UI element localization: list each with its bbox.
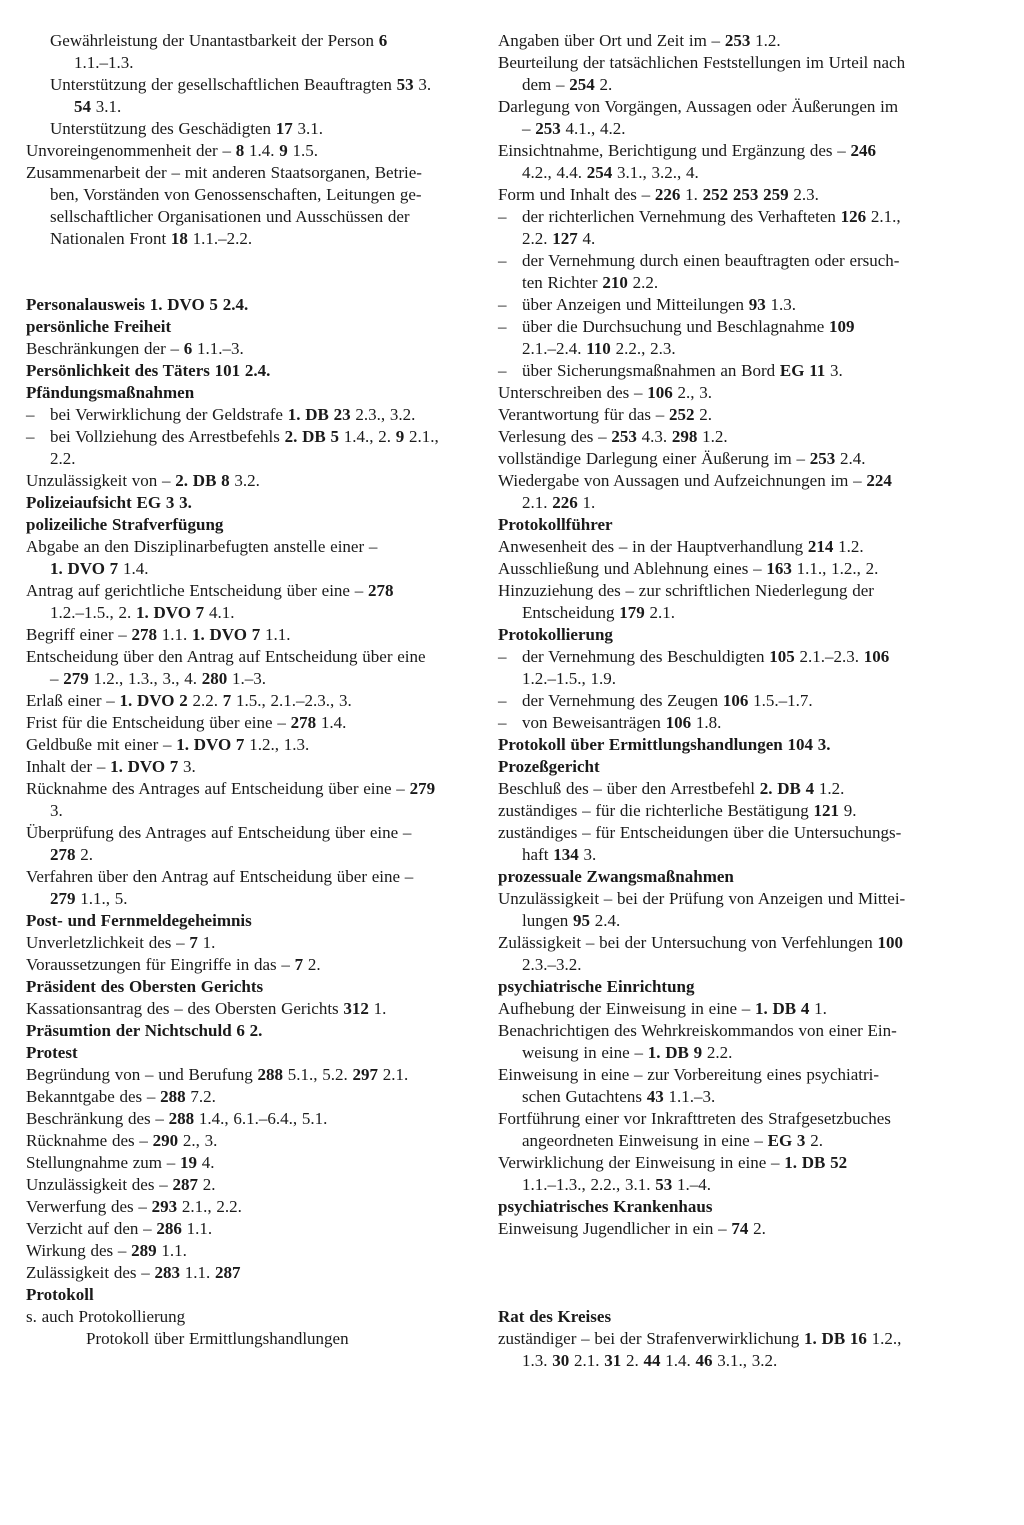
index-entry: Zulässigkeit – bei der Untersuchung von Verfehlungen 100 bbox=[498, 933, 903, 952]
index-entry: Angaben über Ort und Zeit im – 253 1.2. bbox=[498, 31, 781, 50]
dash-marker: – bbox=[498, 207, 507, 226]
index-entry-continuation: angeordneten Einweisung in eine – EG 3 2. bbox=[522, 1131, 823, 1150]
index-entry: Überprüfung des Antrages auf Entscheidung über eine – bbox=[26, 823, 412, 842]
index-entry-continuation: 54 3.1. bbox=[74, 97, 122, 116]
index-entry: Unverletzlichkeit des – 7 1. bbox=[26, 933, 216, 952]
index-entry: Frist für die Entscheidung über eine – 278 1.4. bbox=[26, 713, 347, 732]
index-entry: Beurteilung der tatsächlichen Feststellungen im Urteil nach bbox=[498, 53, 906, 72]
index-entry-continuation: lungen 95 2.4. bbox=[522, 911, 621, 930]
index-entry: Verwerfung des – 293 2.1., 2.2. bbox=[26, 1197, 242, 1216]
index-subentry-dash bbox=[498, 250, 974, 272]
index-subentry-dash bbox=[26, 426, 472, 448]
index-heading: Präsumtion der Nichtschuld 6 2. bbox=[26, 1021, 263, 1040]
index-subentry-text: über Sicherungsmaßnahmen an Bord EG 11 3. bbox=[522, 361, 843, 380]
index-entry: Unzulässigkeit des – 287 2. bbox=[26, 1175, 216, 1194]
index-subentry-text: der Vernehmung des Beschuldigten 105 2.1.–2.3. 106 bbox=[522, 647, 890, 666]
index-subentry-text: von Beweisanträgen 106 1.8. bbox=[522, 713, 722, 732]
index-subentry-text: über Anzeigen und Mitteilungen 93 1.3. bbox=[522, 295, 796, 314]
index-entry: Beschluß des – über den Arrestbefehl 2. DB 4 1.2. bbox=[498, 779, 845, 798]
index-subentry-text: bei Verwirklichung der Geldstrafe 1. DB 23 2.3., 3.2. bbox=[50, 405, 416, 424]
index-entry-continuation: 1.1.–1.3., 2.2., 3.1. 53 1.–4. bbox=[522, 1175, 711, 1194]
index-entry-continuation: 279 1.1., 5. bbox=[50, 889, 128, 908]
index-entry: Ausschließung und Ablehnung eines – 163 1.1., 1.2., 2. bbox=[498, 559, 879, 578]
index-entry: zuständiges – für Entscheidungen über die Untersuchungs- bbox=[498, 823, 902, 842]
index-heading: Präsident des Obersten Gerichts bbox=[26, 977, 264, 996]
index-heading: polizeiliche Strafverfügung bbox=[26, 515, 224, 534]
index-subentry-dash bbox=[498, 316, 974, 338]
index-heading: Personalausweis 1. DVO 5 2.4. bbox=[26, 295, 249, 314]
index-entry-continuation: – 279 1.2., 1.3., 3., 4. 280 1.–3. bbox=[50, 669, 266, 688]
blank-line bbox=[26, 272, 472, 294]
index-subentry-text: der Vernehmung des Zeugen 106 1.5.–1.7. bbox=[522, 691, 813, 710]
index-entry: Verzicht auf den – 286 1.1. bbox=[26, 1219, 213, 1238]
index-entry: Form und Inhalt des – 226 1. 252 253 259 2.3. bbox=[498, 185, 819, 204]
index-entry-continuation: Unterstützung der gesellschaftlichen Beauftragten 53 3. bbox=[50, 75, 432, 94]
index-entry-continuation: 1.1.–1.3. bbox=[74, 53, 134, 72]
index-heading: Protokoll bbox=[26, 1285, 94, 1304]
index-subentry-dash bbox=[498, 646, 974, 668]
index-column-right bbox=[498, 30, 974, 1372]
index-entry: Benachrichtigen des Wehrkreiskommandos von einer Ein- bbox=[498, 1021, 897, 1040]
index-entry-continuation: 1.3. 30 2.1. 31 2. 44 1.4. 46 3.1., 3.2. bbox=[522, 1351, 778, 1370]
index-subentry-dash bbox=[498, 360, 974, 382]
index-entry: Darlegung von Vorgängen, Aussagen oder Äußerungen im bbox=[498, 97, 899, 116]
index-entry: Unzulässigkeit – bei der Prüfung von Anzeigen und Mittei- bbox=[498, 889, 906, 908]
index-entry: Unterschreiben des – 106 2., 3. bbox=[498, 383, 713, 402]
index-heading: Post- und Fernmeldegeheimnis bbox=[26, 911, 252, 930]
dash-marker: – bbox=[26, 405, 35, 424]
index-entry-continuation: 2.3.–3.2. bbox=[522, 955, 582, 974]
index-heading: Rat des Kreises bbox=[498, 1307, 612, 1326]
index-entry: Fortführung einer vor Inkrafttreten des Strafgesetzbuches bbox=[498, 1109, 891, 1128]
index-heading: psychiatrisches Krankenhaus bbox=[498, 1197, 713, 1216]
index-heading: Protokoll über Ermittlungshandlungen 104 3. bbox=[498, 735, 831, 754]
index-entry: Wiedergabe von Aussagen und Aufzeichnungen im – 224 bbox=[498, 471, 892, 490]
index-entry: Unzulässigkeit von – 2. DB 8 3.2. bbox=[26, 471, 260, 490]
dash-marker: – bbox=[498, 251, 507, 270]
index-entry: Aufhebung der Einweisung in eine – 1. DB 4 1. bbox=[498, 999, 827, 1018]
index-entry: Abgabe an den Disziplinarbefugten anstelle einer – bbox=[26, 537, 378, 556]
dash-marker: – bbox=[498, 647, 507, 666]
index-entry-continuation: 1.2.–1.5., 1.9. bbox=[522, 669, 616, 688]
index-entry: Verantwortung für das – 252 2. bbox=[498, 405, 713, 424]
index-entry-continuation: 2.1. 226 1. bbox=[522, 493, 596, 512]
index-entry: Beschränkung des – 288 1.4., 6.1.–6.4., 5.1. bbox=[26, 1109, 328, 1128]
blank-line bbox=[498, 1262, 974, 1284]
index-entry-continuation: Entscheidung 179 2.1. bbox=[522, 603, 676, 622]
index-heading: Pfändungsmaßnahmen bbox=[26, 383, 195, 402]
index-entry-continuation: sellschaftlicher Organisationen und Ausschüssen der bbox=[50, 207, 410, 226]
index-subentry-text: der richterlichen Vernehmung des Verhafteten 126 2.1., bbox=[522, 207, 901, 226]
index-entry-continuation: 4.2., 4.4. 254 3.1., 3.2., 4. bbox=[522, 163, 699, 182]
index-subentry-text: der Vernehmung durch einen beauftragten oder ersuch- bbox=[522, 251, 900, 270]
index-entry: Hinzuziehung des – zur schriftlichen Niederlegung der bbox=[498, 581, 874, 600]
index-entry-continuation: Gewährleistung der Unantastbarkeit der Person 6 bbox=[50, 31, 388, 50]
index-entry: Rücknahme des Antrages auf Entscheidung über eine – 279 bbox=[26, 779, 436, 798]
dash-marker: – bbox=[498, 317, 507, 336]
index-heading: Polizeiaufsicht EG 3 3. bbox=[26, 493, 192, 512]
dash-marker: – bbox=[26, 427, 35, 446]
index-entry-continuation: 2.2. bbox=[50, 449, 76, 468]
index-entry-continuation: 1. DVO 7 1.4. bbox=[50, 559, 149, 578]
index-subentry-dash bbox=[498, 206, 974, 228]
index-entry-continuation: schen Gutachtens 43 1.1.–3. bbox=[522, 1087, 716, 1106]
index-subentry-dash bbox=[498, 690, 974, 712]
index-entry: Einsichtnahme, Berichtigung und Ergänzung des – 246 bbox=[498, 141, 877, 160]
index-entry: Einweisung in eine – zur Vorbereitung eines psychiatri- bbox=[498, 1065, 880, 1084]
index-entry-continuation: 2.2. 127 4. bbox=[522, 229, 596, 248]
index-entry: Geldbuße mit einer – 1. DVO 7 1.2., 1.3. bbox=[26, 735, 310, 754]
index-entry: Einweisung Jugendlicher in ein – 74 2. bbox=[498, 1219, 766, 1238]
dash-marker: – bbox=[498, 361, 507, 380]
index-column-left bbox=[26, 30, 472, 1350]
index-heading: psychiatrische Einrichtung bbox=[498, 977, 695, 996]
index-entry: s. auch Protokollierung bbox=[26, 1307, 186, 1326]
index-entry-continuation: ten Richter 210 2.2. bbox=[522, 273, 659, 292]
index-entry: Zulässigkeit des – 283 1.1. 287 bbox=[26, 1263, 241, 1282]
index-entry: zuständiges – für die richterliche Bestätigung 121 9. bbox=[498, 801, 857, 820]
index-entry: Voraussetzungen für Eingriffe in das – 7 2. bbox=[26, 955, 321, 974]
index-entry: Inhalt der – 1. DVO 7 3. bbox=[26, 757, 196, 776]
index-heading: Protest bbox=[26, 1043, 78, 1062]
index-entry-continuation: – 253 4.1., 4.2. bbox=[522, 119, 626, 138]
index-entry: Begründung von – und Berufung 288 5.1., 5.2. 297 2.1. bbox=[26, 1065, 409, 1084]
index-entry: Begriff einer – 278 1.1. 1. DVO 7 1.1. bbox=[26, 625, 291, 644]
index-entry: Antrag auf gerichtliche Entscheidung über eine – 278 bbox=[26, 581, 394, 600]
index-entry: Bekanntgabe des – 288 7.2. bbox=[26, 1087, 216, 1106]
index-subentry-text: bei Vollziehung des Arrestbefehls 2. DB 5 1.4., 2. 9 2.1., bbox=[50, 427, 439, 446]
blank-line bbox=[26, 250, 472, 272]
index-entry: Verwirklichung der Einweisung in eine – 1. DB 52 bbox=[498, 1153, 848, 1172]
index-heading: persönliche Freiheit bbox=[26, 317, 172, 336]
index-entry: zuständiger – bei der Strafenverwirklichung 1. DB 16 1.2., bbox=[498, 1329, 902, 1348]
index-heading: Persönlichkeit des Täters 101 2.4. bbox=[26, 361, 271, 380]
index-heading: Protokollierung bbox=[498, 625, 613, 644]
index-subentry-dash bbox=[498, 294, 974, 316]
index-entry: Beschränkungen der – 6 1.1.–3. bbox=[26, 339, 244, 358]
index-entry-continuation: ben, Vorständen von Genossenschaften, Leitungen ge- bbox=[50, 185, 422, 204]
index-entry-continuation: Unterstützung des Geschädigten 17 3.1. bbox=[50, 119, 323, 138]
index-entry: Wirkung des – 289 1.1. bbox=[26, 1241, 187, 1260]
index-entry-continuation: 278 2. bbox=[50, 845, 93, 864]
index-entry-continuation: weisung in eine – 1. DB 9 2.2. bbox=[522, 1043, 733, 1062]
index-entry: Rücknahme des – 290 2., 3. bbox=[26, 1131, 218, 1150]
blank-line bbox=[498, 1284, 974, 1306]
index-subentry-text: über die Durchsuchung und Beschlagnahme 109 bbox=[522, 317, 855, 336]
index-subentry-dash bbox=[498, 712, 974, 734]
blank-line bbox=[498, 1240, 974, 1262]
index-entry: Anwesenheit des – in der Hauptverhandlung 214 1.2. bbox=[498, 537, 864, 556]
index-entry-continuation: 3. bbox=[50, 801, 63, 820]
index-heading: Protokollführer bbox=[498, 515, 613, 534]
index-entry: Entscheidung über den Antrag auf Entscheidung über eine bbox=[26, 647, 426, 666]
index-subentry-dash bbox=[26, 404, 472, 426]
index-entry-continuation: 1.2.–1.5., 2. 1. DVO 7 4.1. bbox=[50, 603, 235, 622]
dash-marker: – bbox=[498, 713, 507, 732]
index-entry: Zusammenarbeit der – mit anderen Staatsorganen, Betrie- bbox=[26, 163, 422, 182]
index-entry: Erlaß einer – 1. DVO 2 2.2. 7 1.5., 2.1.–2.3., 3. bbox=[26, 691, 352, 710]
index-heading: Prozeßgericht bbox=[498, 757, 600, 776]
index-heading: prozessuale Zwangsmaßnahmen bbox=[498, 867, 734, 886]
index-entry: Verfahren über den Antrag auf Entscheidung über eine – bbox=[26, 867, 414, 886]
index-entry: Verlesung des – 253 4.3. 298 1.2. bbox=[498, 427, 728, 446]
index-entry-continuation: 2.1.–2.4. 110 2.2., 2.3. bbox=[522, 339, 676, 358]
index-entry-continuation: haft 134 3. bbox=[522, 845, 597, 864]
index-entry-continuation: Protokoll über Ermittlungshandlungen bbox=[86, 1329, 349, 1348]
dash-marker: – bbox=[498, 295, 507, 314]
index-entry-continuation: Nationalen Front 18 1.1.–2.2. bbox=[50, 229, 253, 248]
index-entry: Stellungnahme zum – 19 4. bbox=[26, 1153, 215, 1172]
index-entry: vollständige Darlegung einer Äußerung im – 253 2.4. bbox=[498, 449, 866, 468]
dash-marker: – bbox=[498, 691, 507, 710]
index-entry: Kassationsantrag des – des Obersten Gerichts 312 1. bbox=[26, 999, 387, 1018]
index-entry: Unvoreingenommenheit der – 8 1.4. 9 1.5. bbox=[26, 141, 318, 160]
index-entry-continuation: dem – 254 2. bbox=[522, 75, 613, 94]
